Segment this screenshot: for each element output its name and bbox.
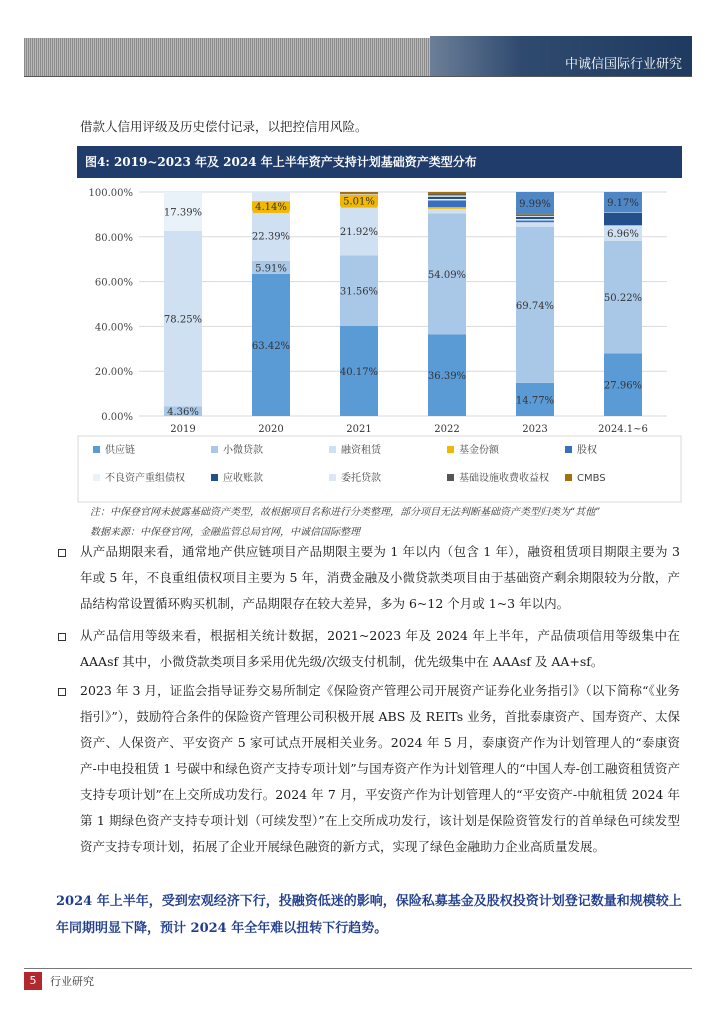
legend-swatch xyxy=(93,474,100,481)
data-label: 4.14% xyxy=(255,201,287,213)
footer-label: 行业研究 xyxy=(50,975,94,988)
brand-label: 中诚信国际行业研究 xyxy=(564,57,682,72)
legend-swatch xyxy=(329,474,336,481)
emphasis-paragraph: 2024 年上半年，受到宏观经济下行，投融资低迷的影响，保险私募基金及股权投资计划登记数量和规模较上年同期明显下降，预计 2024 年全年难以扭转下行趋势。 xyxy=(56,894,682,936)
bullet-paragraph-policy: 2023 年 3 月，证监会指导证券交易所制定《保险资产管理公司开展资产证券化业务指引》（以下简称“《业务指引》”），鼓励符合条件的保险资产管理公司积极开展 ABS 及 REITs 业务，首批泰康资产、国寿资产、太保资产、人保资产、平安资产 5 家可试点开展相关业务。2024 年 5 月，泰康资产作为计划管理人的“泰康资产-中电投租赁 1 号碳中和绿色资产支持专项计划”与国寿资产作为计划管理人的“中国人寿-创工融资租赁资产支持专项计划”在上交所成功发行。2024 年 7 月，平安资产作为计划管理人的“平安资产-中航租赁 2024 年第 1 期绿色资产支持专项计划（可续发型）”在上交所成功发行，该计划是保险资管发行的首单绿色可续发型资产支持专项计划，拓展了企业开展绿色融资的新方式，实现了绿色金融助力企业高质量发展。 xyxy=(80,683,680,854)
data-label: 40.17% xyxy=(339,367,379,379)
bar-segment xyxy=(428,197,466,199)
legend-swatch xyxy=(447,474,454,481)
legend-label: 基金份额 xyxy=(459,445,499,456)
bullet-icon xyxy=(58,633,66,641)
legend-swatch xyxy=(329,446,336,453)
bar-segment xyxy=(252,192,290,201)
intro-text: 借款人信用评级及历史偿付记录，以把控信用风险。 xyxy=(80,119,368,134)
bullet-paragraph-term: 从产品期限来看，通常地产供应链项目产品期限主要为 1 年以内（包含 1 年），融资租赁项目期限主要为 3 年或 5 年，不良重组债权项目主要为 5 年，消费金融及小微贷款类项目由于基础资产剩余期限较为分散，产品结构常设置循环购买机制，产品期限存在较大差异，多为 6~12 个月或 1~3 年以内。 xyxy=(80,544,680,611)
data-label: 63.42% xyxy=(251,340,291,352)
bar-segment xyxy=(516,219,554,220)
bar-segment xyxy=(340,192,378,194)
data-label: 4.36% xyxy=(167,407,199,419)
data-label: 54.09% xyxy=(427,269,467,281)
stacked-bar-chart xyxy=(77,178,682,544)
legend-swatch xyxy=(565,474,572,481)
x-tick-label: 2021 xyxy=(346,424,372,435)
data-label: 5.01% xyxy=(343,196,375,208)
bullet-icon xyxy=(58,549,66,557)
data-label: 50.22% xyxy=(603,293,643,305)
bar-segment xyxy=(428,199,466,200)
bar-segment xyxy=(516,214,554,215)
data-label: 14.77% xyxy=(515,395,555,407)
data-label: 6.96% xyxy=(607,229,639,241)
data-label: 5.91% xyxy=(255,263,287,275)
figure-title: 图4: 2019~2023 年及 2024 年上半年资产支持计划基础资产类型分布 xyxy=(77,146,682,178)
x-tick-label: 2023 xyxy=(522,424,548,435)
data-label: 21.92% xyxy=(339,226,379,238)
legend-label: 股权 xyxy=(577,445,597,456)
figure xyxy=(77,146,682,544)
legend-swatch xyxy=(565,446,572,453)
bar-segment xyxy=(516,220,554,222)
legend-label: 基础设施收费收益权 xyxy=(459,473,549,484)
data-label: 17.39% xyxy=(163,207,203,219)
bar-segment xyxy=(340,194,378,195)
header-divider xyxy=(24,76,692,77)
page-number: 5 xyxy=(24,972,42,990)
data-label: 78.25% xyxy=(163,314,203,326)
figure-source: 数据来源：中保登官网，金融监管总局官网，中诚信国际整理 xyxy=(90,527,360,538)
data-label: 22.39% xyxy=(251,231,291,243)
y-tick-label: 80.00% xyxy=(94,232,133,244)
bar-segment xyxy=(516,217,554,219)
data-label: 36.39% xyxy=(427,371,467,383)
bar-segment xyxy=(428,200,466,207)
legend-swatch xyxy=(211,474,218,481)
legend-swatch xyxy=(211,446,218,453)
bar-segment xyxy=(428,194,466,195)
data-label: 27.96% xyxy=(603,380,643,392)
legend-swatch xyxy=(447,446,454,453)
bar-segment xyxy=(604,213,642,225)
header-brand xyxy=(430,36,692,76)
bar-segment xyxy=(428,207,466,209)
bullet-paragraph-rating: 从产品信用等级来看，根据相关统计数据，2021~2023 年及 2024 年上半年，产品债项信用等级集中在 AAAsf 其中，小微贷款类项目多采用优先级/次级支付机制，优先级集中在 AAAsf 及 AA+sf。 xyxy=(80,628,680,669)
y-tick-label: 40.00% xyxy=(94,322,133,334)
legend-label: 委托贷款 xyxy=(341,473,381,484)
x-tick-label: 2020 xyxy=(258,424,284,435)
y-tick-label: 20.00% xyxy=(94,367,133,379)
legend-swatch xyxy=(93,446,100,453)
legend-label: 不良资产重组债权 xyxy=(105,473,185,484)
figure-note: 注：中保登官网未披露基础资产类型，故根据项目名称进行分类整理，部分项目无法判断基础资产类型归类为“其他” xyxy=(90,507,601,518)
y-tick-label: 60.00% xyxy=(94,277,133,289)
data-label: 9.17% xyxy=(607,198,639,210)
y-tick-label: 100.00% xyxy=(88,188,133,199)
bar-segment xyxy=(516,222,554,226)
x-tick-label: 2019 xyxy=(170,424,196,435)
legend-label: 供应链 xyxy=(105,445,135,456)
legend-label: 融资租赁 xyxy=(341,445,381,456)
x-tick-label: 2022 xyxy=(434,424,460,435)
y-tick-label: 0.00% xyxy=(101,412,133,423)
bullet-icon xyxy=(58,688,66,696)
data-label: 31.56% xyxy=(339,286,379,298)
bar-segment xyxy=(428,209,466,213)
legend-label: CMBS xyxy=(577,473,606,484)
bar-segment xyxy=(428,192,466,194)
bar-segment xyxy=(516,215,554,216)
legend-label: 应收账款 xyxy=(223,473,263,484)
data-label: 9.99% xyxy=(519,199,551,211)
bar-segment xyxy=(428,195,466,196)
bar-segment xyxy=(516,216,554,217)
legend-label: 小微贷款 xyxy=(223,445,263,456)
data-label: 69.74% xyxy=(515,300,555,312)
x-tick-label: 2024.1~6 xyxy=(598,424,648,435)
footer-divider xyxy=(24,968,692,969)
